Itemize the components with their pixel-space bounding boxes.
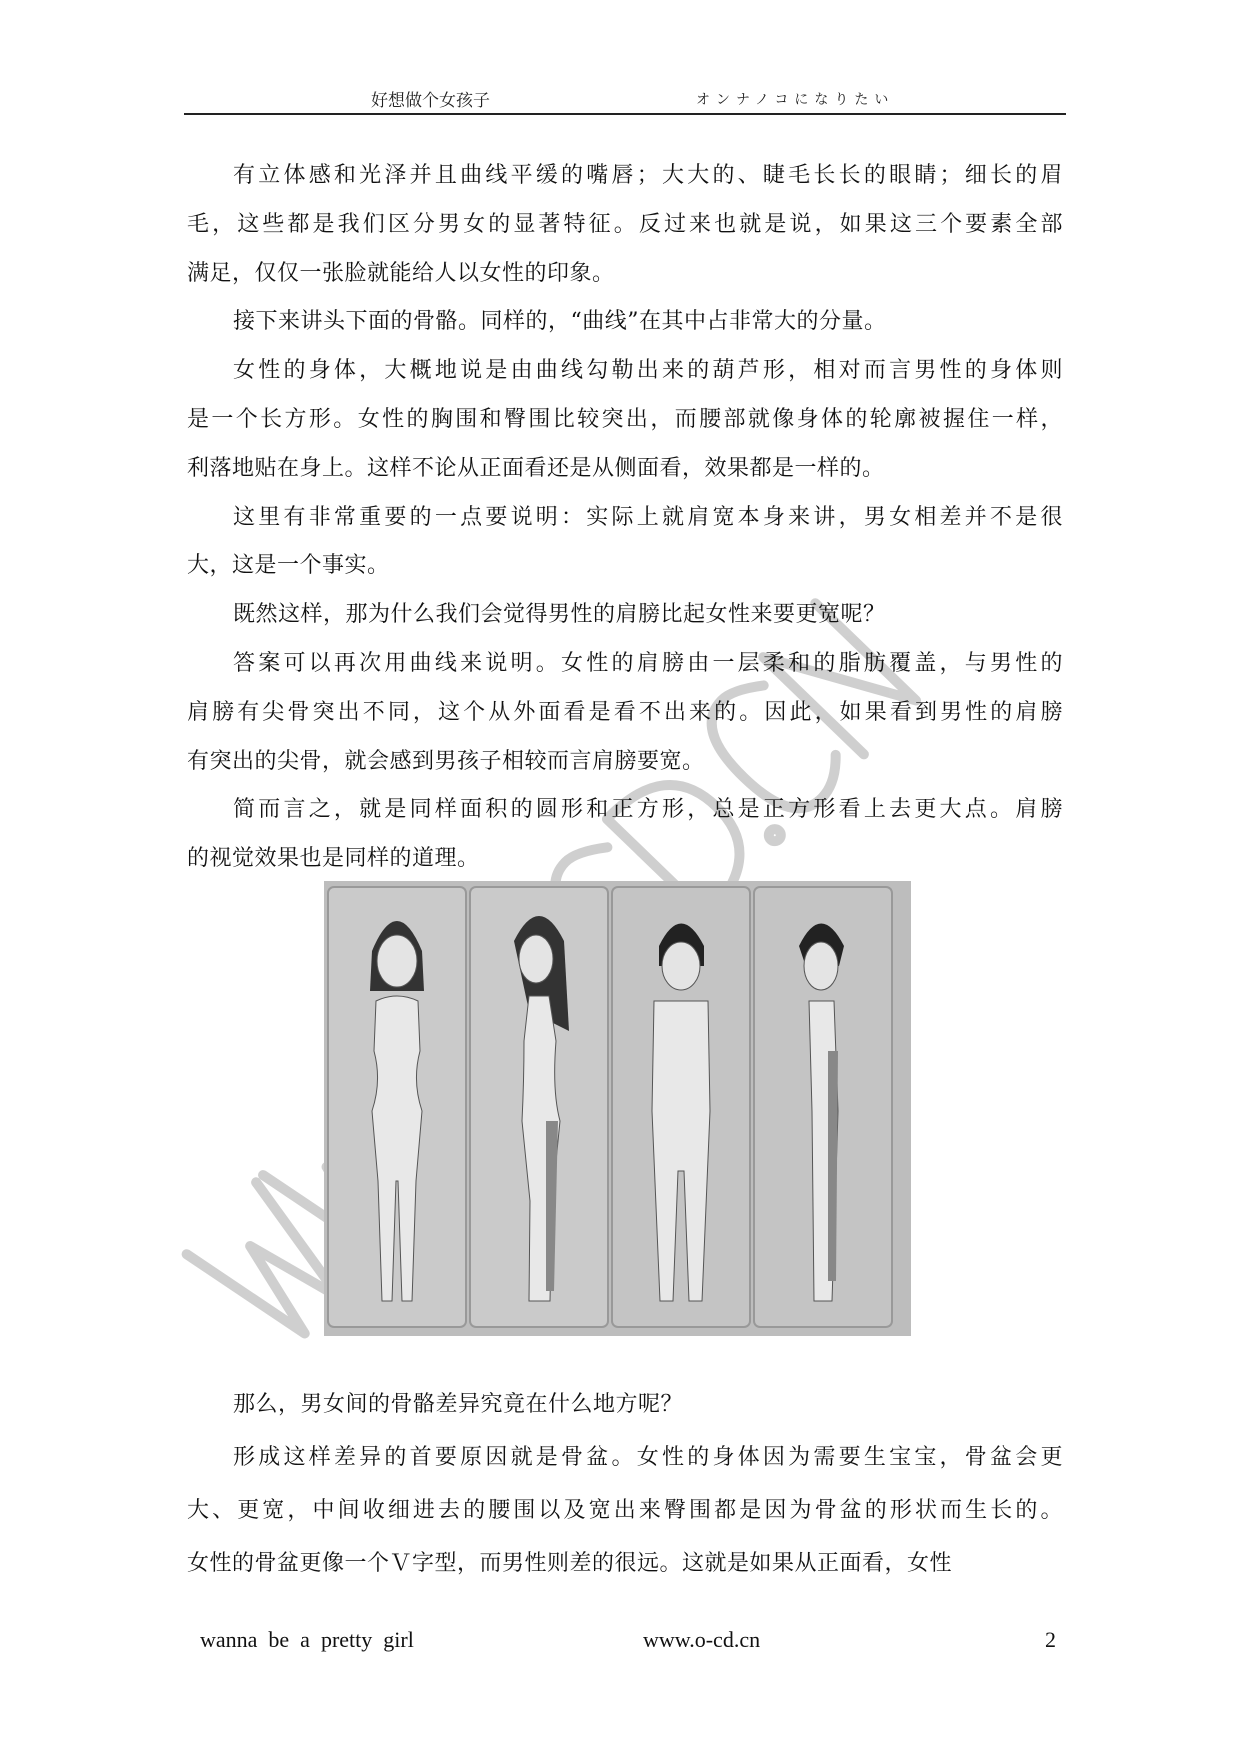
- paragraph-line: 女性的骨盆更像一个Ｖ字型，而男性则差的很远。这就是如果从正面看，女性: [187, 1551, 953, 1576]
- page-number: 2: [1045, 1627, 1056, 1652]
- paragraph-line: 简而言之，就是同样面积的圆形和正方形，总是正方形看上去更大点。肩膀: [233, 797, 1063, 823]
- header-title-chinese: 好想做个女孩子: [371, 91, 490, 111]
- paragraph-line: 满足，仅仅一张脸就能给人以女性的印象。: [187, 260, 615, 286]
- paragraph-line: 既然这样，那为什么我们会觉得男性的肩膀比起女性来要更宽呢？: [233, 602, 886, 628]
- paragraph-line: 有立体感和光泽并且曲线平缓的嘴唇；大大的、睫毛长长的眼睛；细长的眉: [233, 163, 1063, 188]
- paragraph-line: 肩膀有尖骨突出不同，这个从外面看是看不出来的。因此，如果看到男性的肩膀: [187, 699, 1063, 725]
- body-text-top: [187, 152, 1063, 884]
- male-front-panel: [612, 887, 750, 1327]
- paragraph-line: 的视觉效果也是同样的道理。: [187, 846, 480, 872]
- male-side-panel: [754, 887, 892, 1327]
- header-rule: [184, 113, 1066, 115]
- paragraph-line: 利落地贴在身上。这样不论从正面看还是从侧面看，效果都是一样的。: [187, 455, 885, 481]
- paragraph-line: 女性的身体，大概地说是由曲线勾勒出来的葫芦形，相对而言男性的身体则: [233, 358, 1063, 384]
- paragraph-line: 这里有非常重要的一点要说明：实际上就肩宽本身来讲，男女相差并不是很: [233, 504, 1063, 530]
- paragraph-line: 接下来讲头下面的骨骼。同样的，“曲线”在其中占非常大的分量。: [233, 309, 887, 335]
- paragraph-line: 答案可以再次用曲线来说明。女性的肩膀由一层柔和的脂肪覆盖，与男性的: [233, 650, 1063, 676]
- paragraph-line: 是一个长方形。女性的胸围和臀围比较突出，而腰部就像身体的轮廓被握住一样，: [187, 406, 1063, 432]
- female-front-panel: [328, 887, 466, 1327]
- body-comparison-figure: [324, 881, 911, 1336]
- female-side-panel: [470, 887, 608, 1327]
- header-title-japanese: オンナノコになりたい: [696, 92, 895, 108]
- footer-website: www.o-cd.cn: [643, 1627, 761, 1652]
- paragraph-line: 毛，这些都是我们区分男女的显著特征。反过来也就是说，如果这三个要素全部: [187, 211, 1063, 237]
- paragraph-line: 那么，男女间的骨骼差异究竟在什么地方呢？: [233, 1392, 684, 1417]
- paragraph-line: 有突出的尖骨，就会感到男孩子相较而言肩膀要宽。: [187, 748, 705, 774]
- paragraph-line: 大，这是一个事实。: [187, 553, 390, 579]
- footer-left-text: wanna be a pretty girl: [200, 1627, 414, 1652]
- body-text-bottom: [187, 1378, 1063, 1590]
- paragraph-line: 形成这样差异的首要原因就是骨盆。女性的身体因为需要生宝宝，骨盆会更: [233, 1445, 1063, 1470]
- paragraph-line: 大、更宽，中间收细进去的腰围以及宽出来臀围都是因为骨盆的形状而生长的。: [187, 1498, 1063, 1523]
